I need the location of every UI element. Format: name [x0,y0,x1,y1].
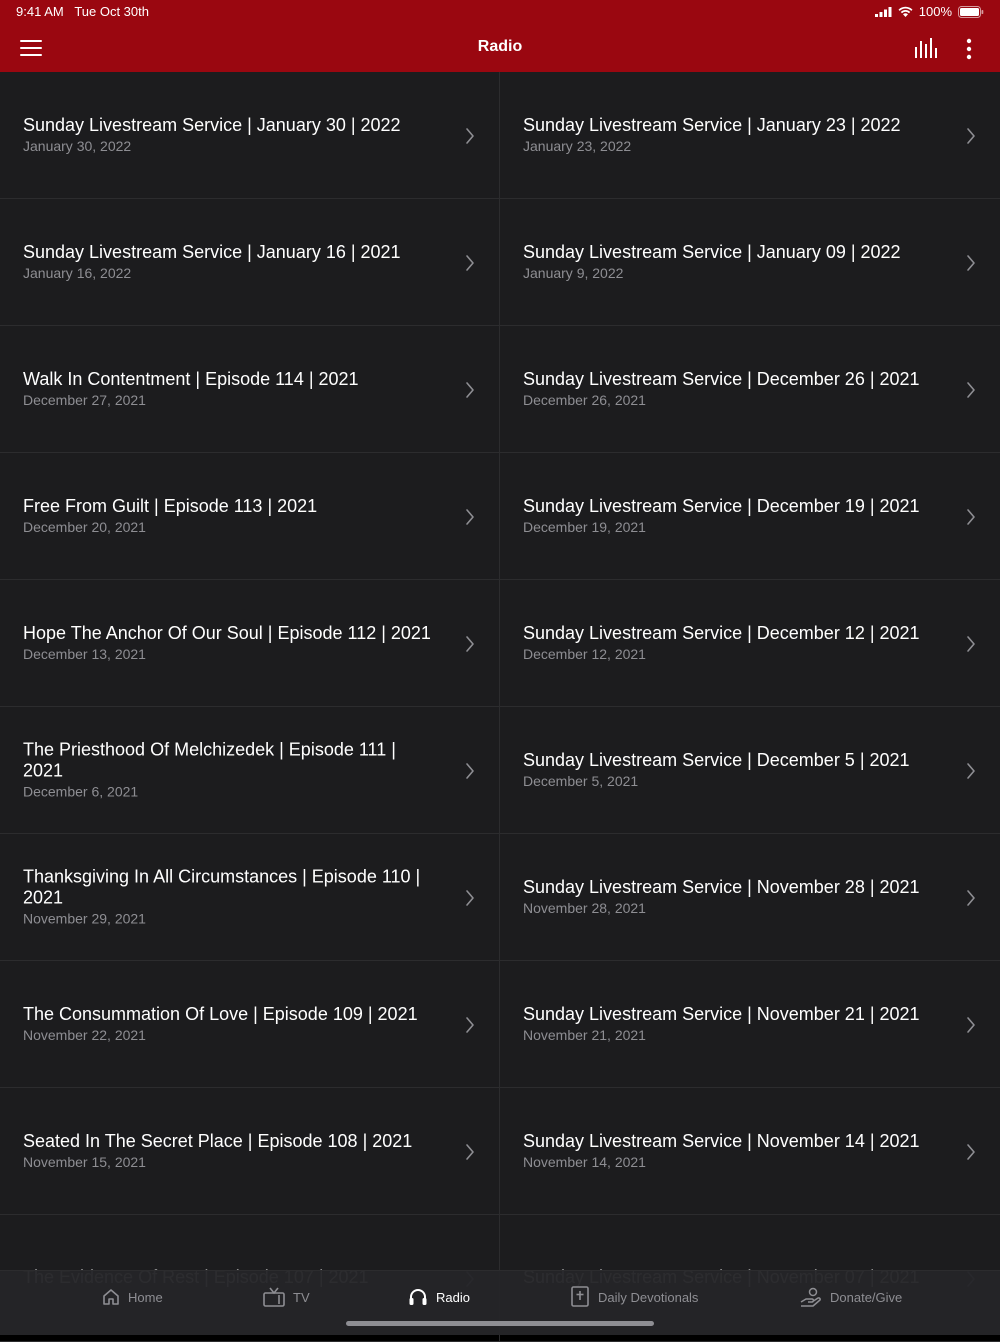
chevron-right-icon [465,1144,475,1160]
list-item[interactable] [0,72,500,199]
list-item[interactable] [500,961,1000,1088]
list-item-title: Seated In The Secret Place | Episode 108 | 2021 [23,1131,413,1151]
list-item-date: January 16, 2022 [23,265,132,281]
chevron-right-icon [966,763,976,779]
battery-percent: 100% [918,4,952,19]
list-item-text [523,750,936,790]
list-item-title: Sunday Livestream Service | December 12 | 2021 [523,623,920,643]
list-item-date: November 14, 2021 [523,1154,646,1170]
list-item-date: January 9, 2022 [523,265,624,281]
chevron-right-icon [966,1144,976,1160]
list-item-title: Sunday Livestream Service | January 23 | 2022 [523,115,901,135]
tab-tv-label: TV [293,1289,310,1305]
cellular-signal-icon [875,7,892,17]
list-item-text [523,242,936,282]
list-item-title: Sunday Livestream Service | November 21 | 2021 [523,1004,920,1024]
list-item-text [523,1131,936,1171]
list-item-text [523,877,936,917]
chevron-right-icon [465,636,475,652]
donate-icon [800,1287,822,1307]
list-item-date: November 21, 2021 [523,1027,646,1043]
battery-icon [958,6,984,18]
wifi-icon [898,6,913,17]
more-options-icon[interactable] [960,38,978,60]
header-bar [0,0,1000,72]
chevron-right-icon [465,763,475,779]
list-item[interactable] [500,707,1000,834]
list-item-title: Sunday Livestream Service | January 16 | 2021 [23,242,401,262]
list-item-date: December 12, 2021 [523,646,646,662]
chevron-right-icon [465,382,475,398]
list-item[interactable] [0,453,500,580]
tab-daily-devotionals[interactable] [570,1285,698,1309]
page-title: Radio [477,38,523,55]
tab-home[interactable] [102,1285,163,1309]
list-item-date: November 22, 2021 [23,1027,146,1043]
list-item[interactable] [0,580,500,707]
chevron-right-icon [465,1017,475,1033]
chevron-right-icon [465,890,475,906]
list-item-text [23,867,435,928]
list-item-text [523,496,936,536]
list-item-title: Sunday Livestream Service | November 28 | 2021 [523,877,920,897]
list-item-text [523,369,936,409]
list-item-date: December 19, 2021 [523,519,646,535]
tv-icon [263,1287,285,1307]
list-item-title: Sunday Livestream Service | December 19 | 2021 [523,496,920,516]
list-item-text [23,740,435,801]
tab-daily-devotionals-label: Daily Devotionals [598,1289,699,1305]
list-item[interactable] [500,580,1000,707]
status-time: 9:41 AM [16,4,64,19]
tab-radio[interactable] [408,1285,470,1309]
list-item[interactable] [500,326,1000,453]
home-icon [102,1288,120,1306]
list-item[interactable] [0,199,500,326]
list-item[interactable] [500,199,1000,326]
chevron-right-icon [966,890,976,906]
list-item-text [23,115,435,155]
tab-home-label: Home [128,1289,163,1305]
list-item-text [523,623,936,663]
chevron-right-icon [966,1017,976,1033]
tab-donate-give-label: Donate/Give [830,1289,903,1305]
status-date: Tue Oct 30th [74,4,149,19]
list-item[interactable] [0,707,500,834]
list-item-date: December 26, 2021 [523,392,646,408]
chevron-right-icon [465,128,475,144]
status-bar-indicators [875,4,984,19]
list-item-text [23,242,435,282]
home-indicator [346,1321,654,1326]
list-item-date: December 13, 2021 [23,646,146,662]
list-item-text [23,623,435,663]
tab-tv[interactable] [263,1285,310,1309]
list-item-title: Hope The Anchor Of Our Soul | Episode 112 | 2021 [23,623,431,643]
list-item[interactable] [0,961,500,1088]
list-item-title: Thanksgiving In All Circumstances | Episode 110 | 2021 [23,866,421,908]
list-item[interactable] [500,72,1000,199]
list-item[interactable] [0,326,500,453]
list-item-title: Sunday Livestream Service | January 09 | 2022 [523,242,901,262]
list-item-date: December 27, 2021 [23,392,146,408]
list-item-date: December 6, 2021 [23,783,139,800]
list-item-text [23,1131,435,1171]
status-bar-time [16,4,149,19]
list-item-text [23,369,435,409]
chevron-right-icon [966,382,976,398]
chevron-right-icon [966,509,976,525]
list-item-date: January 23, 2022 [523,138,632,154]
list-item-date: November 28, 2021 [523,900,646,916]
list-item[interactable] [500,453,1000,580]
list-item-title: Walk In Contentment | Episode 114 | 2021 [23,369,359,389]
headphones-icon [408,1287,428,1307]
tab-donate-give[interactable] [800,1285,902,1309]
chevron-right-icon [465,255,475,271]
list-item-title: Sunday Livestream Service | December 26 | 2021 [523,369,920,389]
list-item[interactable] [500,1088,1000,1215]
list-item-title: Free From Guilt | Episode 113 | 2021 [23,496,318,516]
chevron-right-icon [966,255,976,271]
list-item-date: November 29, 2021 [23,910,146,927]
episode-list [0,72,1000,1270]
chevron-right-icon [465,509,475,525]
list-item-title: The Priesthood Of Melchizedek | Episode 111 | 2021 [23,739,396,781]
list-item-title: Sunday Livestream Service | November 14 | 2021 [523,1131,920,1151]
list-item[interactable] [500,834,1000,961]
list-item[interactable] [0,1088,500,1215]
list-item-title: The Consummation Of Love | Episode 109 | 2021 [23,1004,418,1024]
list-item-text [23,496,435,536]
list-item-title: Sunday Livestream Service | January 30 | 2022 [23,115,401,135]
list-item-text [23,1004,435,1044]
bible-icon [570,1286,590,1308]
equalizer-icon[interactable] [914,38,938,58]
chevron-right-icon [966,636,976,652]
list-item-date: December 20, 2021 [23,519,146,535]
tab-radio-label: Radio [436,1289,470,1305]
list-item-date: January 30, 2022 [23,138,132,154]
list-item[interactable] [0,834,500,961]
list-item-text [523,1004,936,1044]
list-item-date: December 5, 2021 [523,773,639,789]
chevron-right-icon [966,128,976,144]
list-item-date: November 15, 2021 [23,1154,146,1170]
list-item-text [523,115,936,155]
list-item-title: Sunday Livestream Service | December 5 | 2021 [523,750,910,770]
